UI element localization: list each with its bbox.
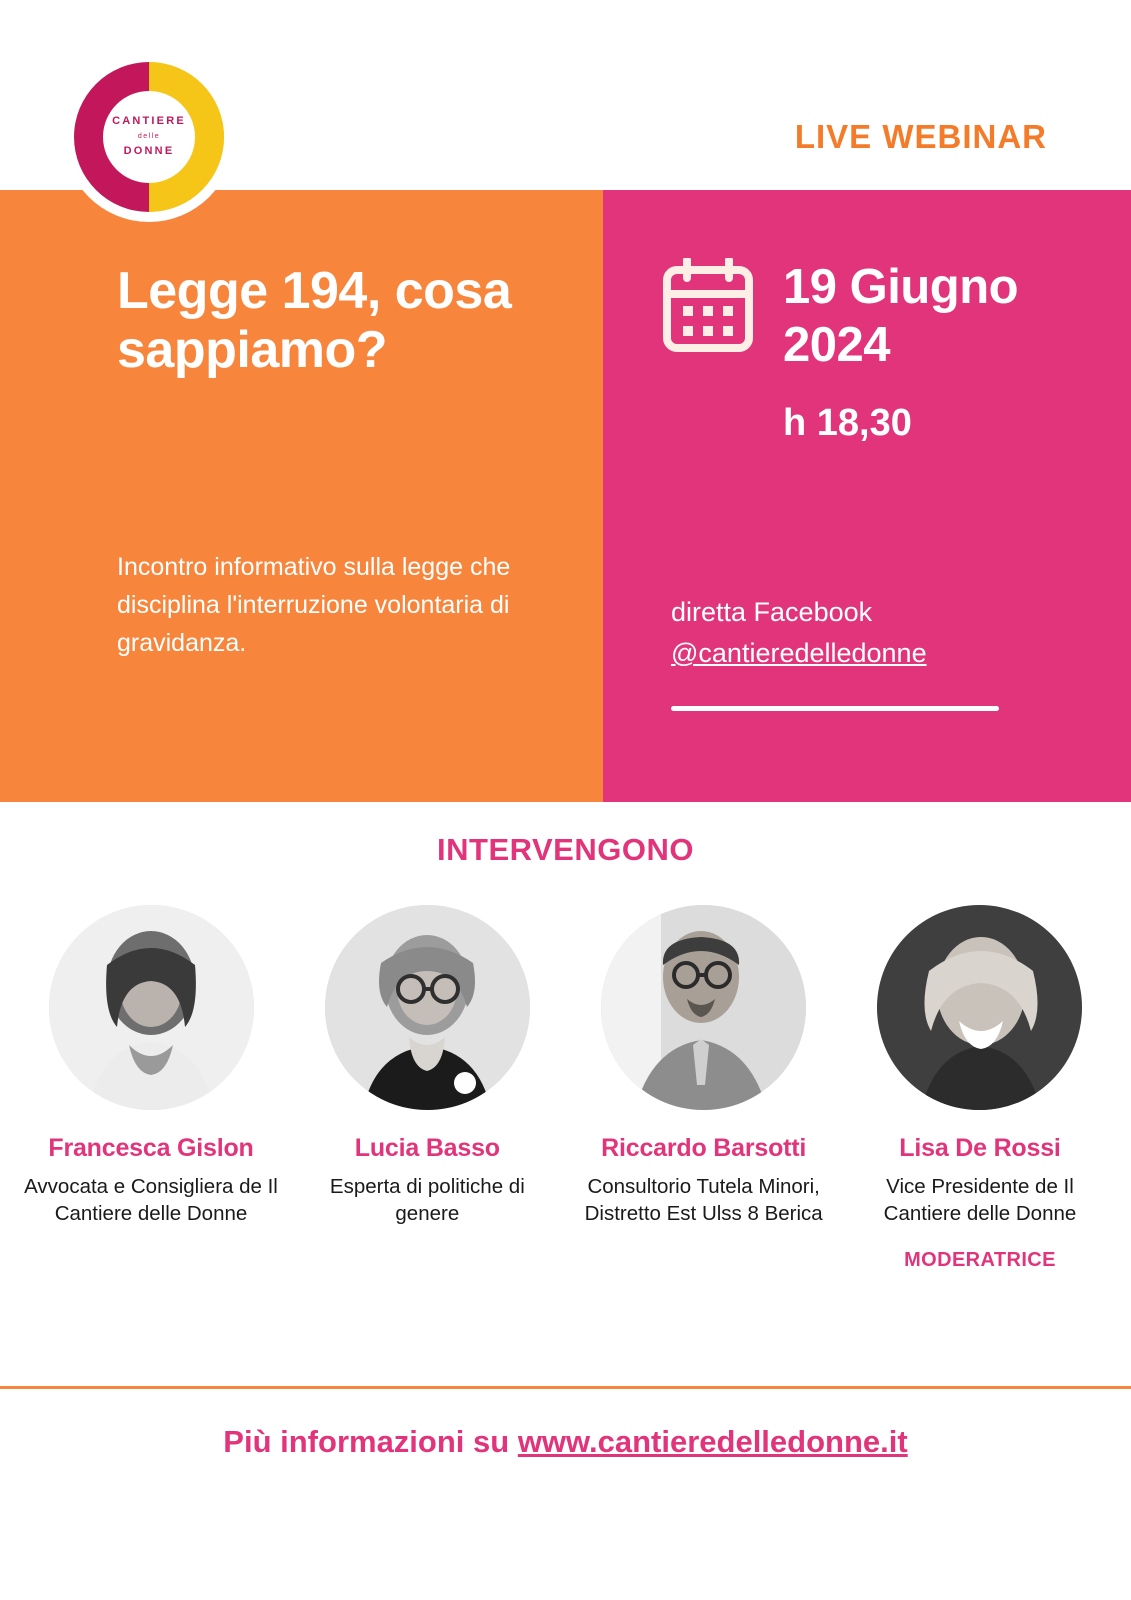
speaker-role: Consultorio Tutela Minori, Distretto Est Ulss 8 Berica [584,1175,823,1225]
footer-divider [0,1386,1131,1389]
event-time: h 18,30 [783,402,912,444]
facebook-handle-link[interactable]: @cantieredelledonne [671,638,927,668]
speaker-card [296,905,558,1272]
speaker-role: Avvocata e Consigliera de Il Cantiere delle Donne [24,1175,278,1225]
live-webinar-label: LIVE WEBINAR [794,118,1047,155]
speaker-name: Lisa De Rossi [899,1134,1061,1162]
speaker-name: Riccardo Barsotti [601,1134,807,1162]
speaker-card [573,905,835,1272]
moderator-badge: MODERATRICE [904,1249,1056,1271]
logo-wordmark [64,114,234,159]
website-link[interactable]: www.cantieredelledonne.it [517,1424,908,1459]
footer-prefix: Più informazioni su [223,1424,518,1459]
event-channel-label: diretta Facebook [671,597,873,627]
avatar [601,905,806,1110]
speakers-heading: INTERVENGONO [437,832,694,867]
speaker-name: Francesca Gislon [48,1134,254,1162]
event-date: 19 Giugno 2024 [783,260,1019,372]
logo-word-delle: delle [137,133,161,140]
speaker-role: Vice Presidente de Il Cantiere delle Donne [883,1175,1077,1225]
avatar [49,905,254,1110]
logo-word-donne: DONNE [123,145,175,157]
avatar [325,905,530,1110]
calendar-icon [663,258,753,352]
speakers-list [20,905,1111,1272]
logo [64,52,234,222]
hero-description: Incontro informativo sulla legge che disciplina l'interruzione volontaria di gravidanza. [117,553,511,657]
speaker-card [849,905,1111,1272]
event-channel [671,592,1071,674]
speaker-role: Esperta di politiche di genere [329,1175,525,1225]
logo-word-cantiere: CANTIERE [112,115,186,127]
divider [671,706,999,711]
speaker-card [20,905,282,1272]
footer-info [0,1424,1131,1460]
page-title: Legge 194, cosa sappiamo? [117,262,512,379]
avatar [877,905,1082,1110]
speaker-name: Lucia Basso [354,1134,500,1162]
